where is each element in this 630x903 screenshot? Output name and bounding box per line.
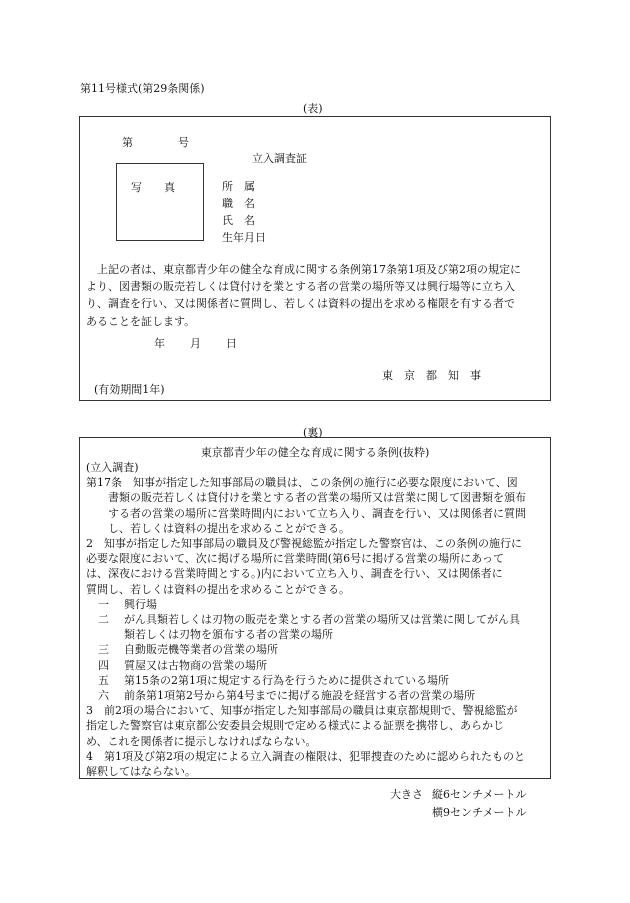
paragraph-2-line: 2 知事が指定した知事部局の職員及び警視総監が指定した警察官は、この条例の施行に	[86, 537, 522, 551]
item-number: 一	[98, 597, 109, 611]
size-height: 縦6センチメートル	[432, 788, 527, 801]
card-front	[79, 116, 551, 401]
certification-text	[86, 261, 546, 330]
photo-box	[116, 163, 204, 241]
back-side-label: (裏)	[303, 426, 323, 439]
list-item	[86, 597, 544, 612]
size-width: 横9センチメートル	[432, 806, 527, 819]
list-item	[86, 658, 544, 673]
article-line: する者の営業の場所に営業時間内において立ち入り、調査を行い、又は関係者に質問	[108, 506, 526, 520]
item-number: 五	[98, 673, 109, 687]
list-item	[86, 688, 544, 703]
item-text: 質屋又は古物商の営業の場所	[124, 658, 267, 672]
paragraph-3-line: め、これを関係者に提示しなければならない。	[86, 734, 317, 748]
ordinance-text	[86, 460, 544, 779]
list-item	[86, 612, 544, 627]
issuer: 東 京 都 知 事	[382, 369, 481, 382]
date-month: 月	[190, 337, 201, 350]
list-item	[86, 673, 544, 688]
item-number: 二	[98, 613, 109, 627]
photo-label: 写 真	[131, 181, 175, 194]
certification-line: より、図書類の販売若しくは貸付けを業とする者の営業の場所等又は興行場等に立ち入	[86, 280, 515, 294]
number-suffix: 号	[178, 136, 189, 149]
back-title: 東京都青少年の健全な育成に関する条例(抜粋)	[200, 446, 430, 459]
article-line: し、若しくは資料の提出を求めることができる。	[108, 521, 350, 535]
item-text: 前条第1項第2号から第4号までに掲げる施設を経営する者の営業の場所	[124, 689, 475, 703]
paragraph-3-line: 指定した警察官は東京都公安委員会規則で定める様式による証票を携帯し、あらかじ	[86, 719, 504, 733]
card-back	[79, 437, 551, 779]
item-text: がん具類若しくは刃物の販売を業とする者の営業の場所又は営業に関してがん具	[124, 613, 520, 627]
certification-line: 上記の者は、東京都青少年の健全な育成に関する条例第17条第1項及び第2項の規定に	[86, 263, 521, 276]
number-prefix: 第	[122, 136, 133, 149]
paragraph-2-line: は、深夜における営業時間とする。)内において立ち入り、調査を行い、又は関係者に	[86, 567, 503, 581]
paragraph-4-line: 解釈してはならない。	[86, 765, 196, 779]
certification-line: あることを証します。	[86, 314, 196, 328]
field-birthdate: 生年月日	[222, 231, 266, 244]
item-text: 興行場	[124, 597, 157, 611]
size-label: 大きさ	[390, 788, 423, 801]
validity: (有効期間1年)	[94, 383, 165, 396]
section-heading: (立入調査)	[86, 461, 139, 474]
paragraph-4-line: 4 第1項及び第2項の規定による立入調査の権限は、犯罪捜査のために認められたものと	[86, 749, 525, 763]
form-title: 第11号様式(第29条関係)	[80, 82, 205, 95]
card-title: 立入調査証	[252, 152, 307, 165]
paragraph-3-line: 3 前2項の場合において、知事が指定した知事部局の職員は東京都規則で、警視総監が	[86, 704, 518, 718]
item-number: 三	[98, 643, 109, 657]
field-position: 職 名	[222, 197, 255, 210]
date-year: 年	[154, 337, 165, 350]
item-number: 四	[98, 658, 109, 672]
front-side-label: (表)	[303, 102, 323, 115]
item-text: 自動販売機等業者の営業の場所	[124, 643, 278, 657]
item-text: 第15条の2第1項に規定する行為を行うために提供されている場所	[124, 673, 449, 687]
date-day: 日	[226, 337, 237, 350]
fields-list	[222, 178, 270, 246]
paragraph-2-line: 質問し、若しくは資料の提出を求めることができる。	[86, 582, 350, 596]
item-number: 六	[98, 689, 109, 703]
certification-line: り、調査を行い、又は関係者に質問し、若しくは資料の提出を求める権限を有する者で	[86, 297, 515, 311]
paragraph-2-line: 必要な限度において、次に掲げる場所に営業時間(第6号に掲げる営業の場所にあって	[86, 552, 504, 566]
field-affiliation: 所 属	[222, 180, 255, 193]
field-name: 氏 名	[222, 214, 255, 227]
list-item	[86, 642, 544, 657]
article-line: 第17条 知事が指定した知事部局の職員は、この条例の施行に必要な限度において、図	[86, 476, 518, 490]
item-continuation: 類若しくは刃物を頒布する者の営業の場所	[124, 628, 333, 642]
article-line: 書類の販売若しくは貸付けを業とする者の営業の場所又は営業に関して図書類を頒布	[108, 491, 526, 505]
